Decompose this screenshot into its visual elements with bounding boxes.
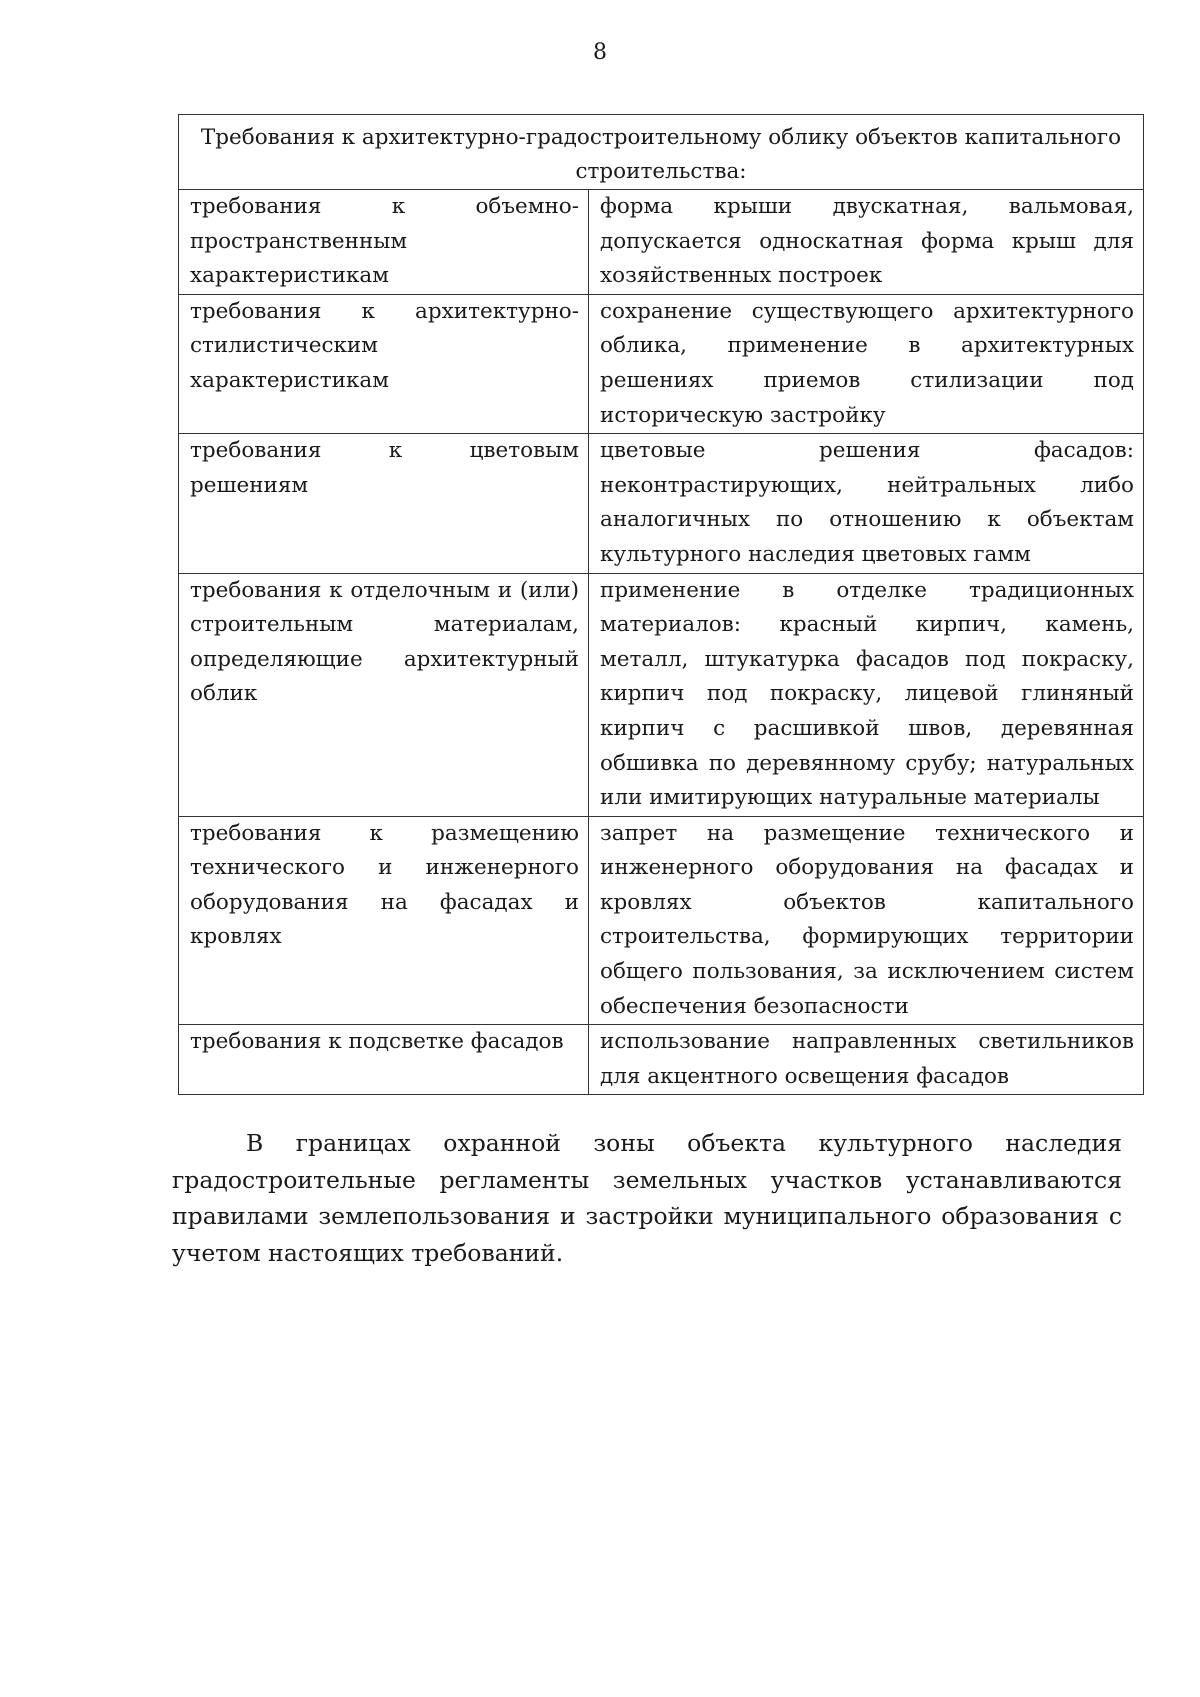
table-row (179, 1025, 1144, 1095)
requirements-table (178, 114, 1144, 1095)
table-header-row (179, 115, 1144, 190)
table-row (179, 294, 1144, 433)
requirement-cell: требования к отделочным и (или) строительным материалам, определяющие архитектурный облик (179, 573, 589, 816)
value-cell: использование направленных светильников для акцентного освещения фасадов (589, 1025, 1144, 1095)
value-cell: сохранение существующего архитектурного облика, применение в архитектурных решениях приемов стилизации под историческую застройку (589, 294, 1144, 433)
requirement-cell: требования к объемно-пространственным характеристикам (179, 190, 589, 295)
page-number: 8 (593, 40, 607, 65)
table-row (179, 190, 1144, 295)
requirement-cell: требования к цветовым решениям (179, 434, 589, 573)
table-row (179, 816, 1144, 1025)
value-cell: применение в отделке традиционных материалов: красный кирпич, камень, металл, штукатурка фасадов под покраску, кирпич под покраску, лицевой глиняный кирпич с расшивкой швов, деревянная обшивка по деревянному срубу; натуральных или имитирующих натуральные материалы (589, 573, 1144, 816)
value-cell: форма крыши двускатная, вальмовая, допускается односкатная форма крыш для хозяйственных построек (589, 190, 1144, 295)
table-row (179, 434, 1144, 573)
requirement-cell: требования к размещению технического и инженерного оборудования на фасадах и кровлях (179, 816, 589, 1025)
body-paragraph: В границах охранной зоны объекта культурного наследия градостроительные регламенты земельных участков устанавливаются правилами землепользования и застройки муниципального образования с учетом настоящих требований. (172, 1129, 1122, 1267)
value-cell: цветовые решения фасадов: неконтрастирующих, нейтральных либо аналогичных по отношению к объектам культурного наследия цветовых гамм (589, 434, 1144, 573)
requirement-cell: требования к подсветке фасадов (179, 1025, 589, 1095)
value-cell: запрет на размещение технического и инженерного оборудования на фасадах и кровлях объектов капитального строительства, формирующих территории общего пользования, за исключением систем обеспечения безопасности (589, 816, 1144, 1025)
requirement-cell: требования к архитектурно-стилистическим характеристикам (179, 294, 589, 433)
table-header: Требования к архитектурно-градостроительному облику объектов капитального строительства: (179, 115, 1144, 190)
table-row (179, 573, 1144, 816)
